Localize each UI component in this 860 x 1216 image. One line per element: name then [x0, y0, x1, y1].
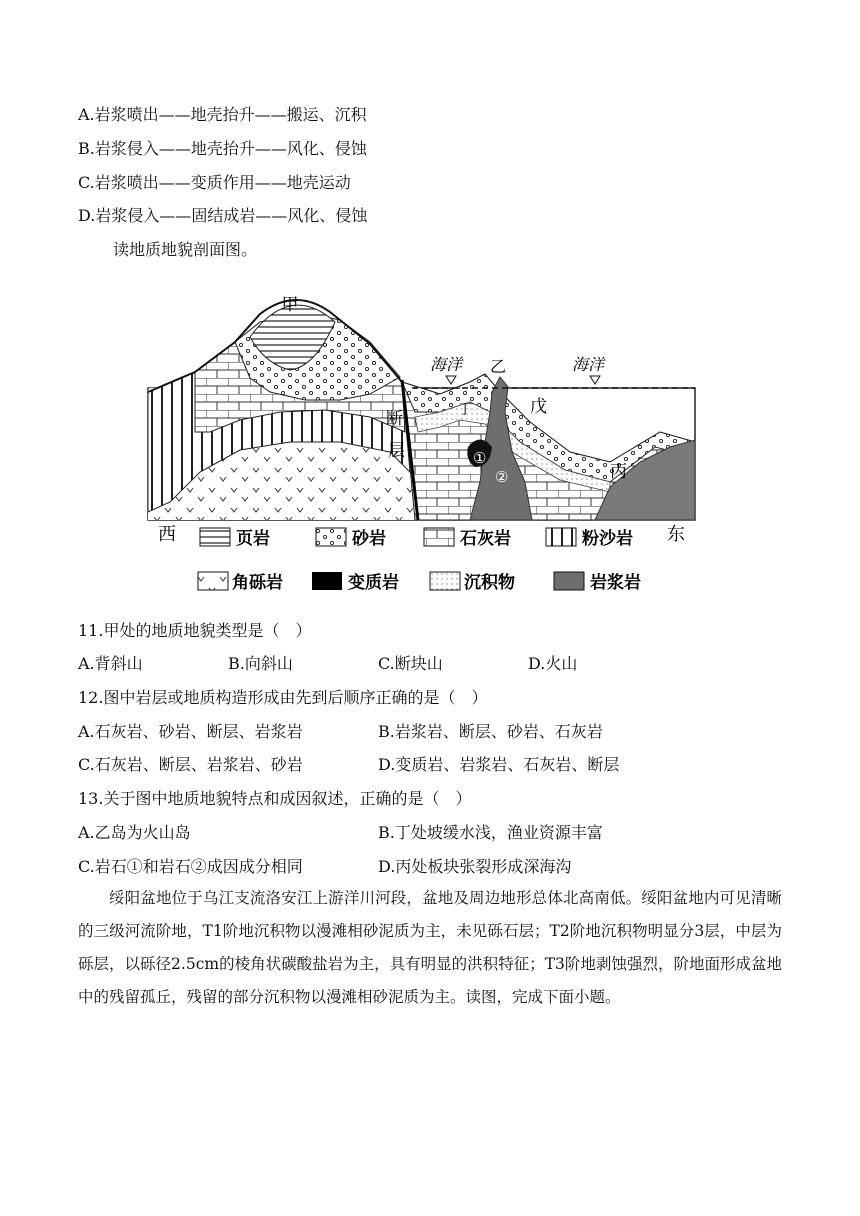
q12-option-d: D.变质岩、岩浆岩、石灰岩、断层: [378, 755, 620, 774]
label-yi: 乙: [490, 357, 507, 376]
legend-igneous: 岩浆岩: [590, 573, 641, 593]
prev-option-a: A.岩浆喷出——地壳抬升——搬运、沉积: [78, 105, 367, 124]
legend-swatch-igneous: [554, 572, 584, 590]
label-ocean-1: 海洋: [430, 355, 463, 374]
legend-swatch-shale: [200, 528, 230, 546]
legend-breccia: 角砾岩: [232, 573, 283, 593]
label-rock-2: ②: [495, 468, 509, 486]
q13-stem: 13.关于图中地质地貌特点和成因叙述，正确的是（ ）: [78, 789, 472, 808]
geologic-cross-section-figure: [140, 282, 710, 608]
label-fault-2: 层: [388, 441, 405, 461]
sea-level-marker-2: [590, 376, 600, 384]
label-ding: 丁: [458, 402, 472, 418]
prev-option-b: B.岩浆侵入——地壳抬升——风化、侵蚀: [78, 139, 367, 158]
q13-option-a: A.乙岛为火山岛: [78, 823, 191, 842]
label-fault-1: 断: [386, 409, 403, 429]
legend-siltstone: 粉沙岩: [582, 529, 633, 549]
label-rock-1: ①: [473, 449, 487, 467]
label-west: 西: [158, 524, 176, 545]
q11-option-b: B.向斜山: [228, 654, 293, 673]
q12-stem: 12.图中岩层或地质构造形成由先到后顺序正确的是（ ）: [78, 688, 488, 707]
label-bing: 丙: [610, 462, 627, 482]
label-wu: 戊: [530, 397, 547, 417]
q11-option-d: D.火山: [528, 654, 578, 673]
reading-passage: 绥阳盆地位于乌江支流洛安江上游洋川河段，盆地及周边地形总体北高南低。绥阳盆地内可见清晰的三级河流阶地，T1阶地沉积物以漫滩相砂泥质为主，未见砾石层；T2阶地沉积物明显分3层，中层为砾层，以砾径2.5cm的棱角状碳酸盐岩为主，具有明显的洪积特征；T3阶地剥蚀强烈，阶地面形成盆地中的残留孤丘，残留的部分沉积物以漫滩相砂泥质为主。读图，完成下面小题。: [78, 889, 782, 1006]
q11-stem: 11.甲处的地质地貌类型是（ ）: [78, 621, 312, 640]
legend-swatch-sediment: [430, 572, 460, 590]
legend-swatch-limestone: [424, 528, 454, 546]
prev-option-d: D.岩浆侵入——固结成岩——风化、侵蚀: [78, 206, 368, 225]
q12-option-c: C.石灰岩、断层、岩浆岩、砂岩: [78, 755, 303, 774]
label-east: 东: [667, 524, 685, 545]
q12-option-a: A.石灰岩、砂岩、断层、岩浆岩: [78, 722, 303, 741]
legend-limestone: 石灰岩: [460, 529, 511, 549]
legend-sediment: 沉积物: [464, 573, 515, 593]
q13-option-d: D.丙处板块张裂形成深海沟: [378, 857, 572, 876]
legend-swatch-breccia: [198, 572, 228, 590]
figure-intro: 读地质地貌剖面图。: [113, 240, 258, 259]
legend-shale: 页岩: [236, 529, 270, 549]
q12-option-b: B.岩浆岩、断层、砂岩、石灰岩: [378, 722, 603, 741]
legend-swatch-metamorphic: [312, 572, 342, 590]
q13-option-c: C.岩石①和岩石②成因成分相同: [78, 857, 303, 876]
legend-metamorphic: 变质岩: [348, 573, 399, 593]
prev-option-c: C.岩浆喷出——变质作用——地壳运动: [78, 173, 351, 192]
label-jia: 甲: [281, 295, 299, 315]
label-ocean-2: 海洋: [572, 355, 605, 374]
legend-swatch-siltstone: [546, 528, 576, 546]
q13-option-b: B.丁处坡缓水浅，渔业资源丰富: [378, 823, 603, 842]
q11-option-c: C.断块山: [378, 654, 443, 673]
q11-option-a: A.背斜山: [78, 654, 143, 673]
sea-level-marker-1: [446, 376, 456, 384]
legend-sandstone: 砂岩: [352, 529, 386, 549]
legend-swatch-sandstone: [316, 528, 346, 546]
